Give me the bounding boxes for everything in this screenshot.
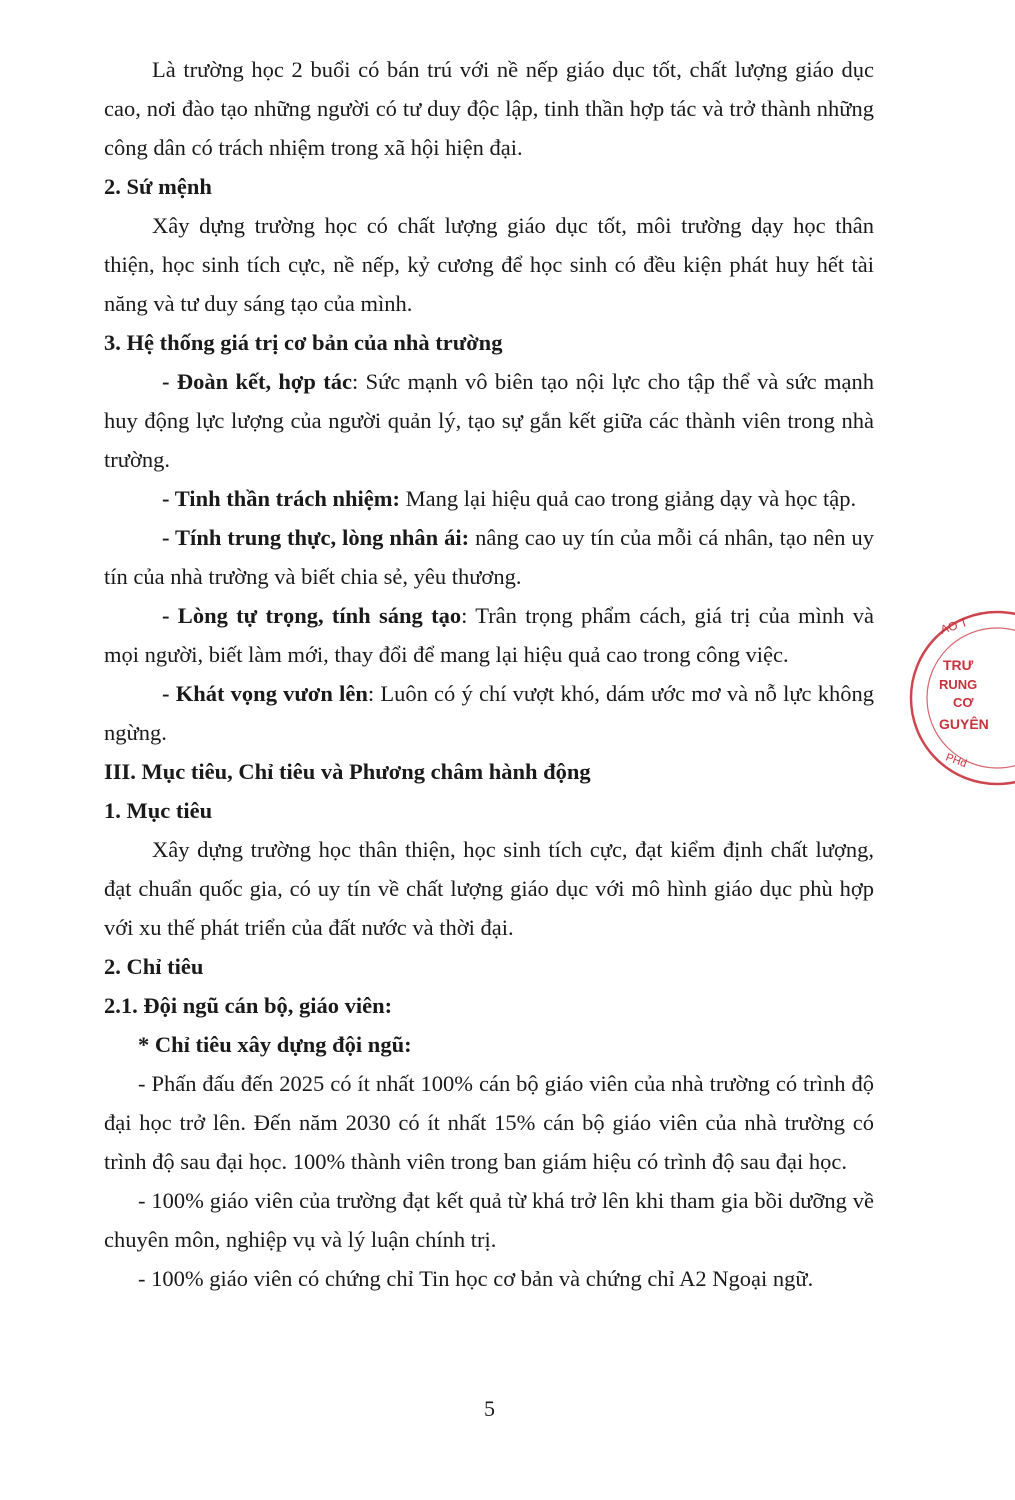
- value-item-responsibility: [104, 479, 874, 518]
- value-label: - Khát vọng vươn lên: [162, 681, 368, 706]
- target-heading: 2. Chỉ tiêu: [104, 954, 204, 979]
- value-text: nâng cao uy tín của mỗi cá nhân, tạo nên uy tín của nhà trường và biết chia sẻ, yêu thương.: [104, 525, 875, 589]
- value-text: : Sức mạnh vô biên tạo nội lực cho tập thể và sức mạnh huy động lực lượng của người quản lý, tạo sự gắn kết giữa các thành viên trong nhà trường.: [104, 369, 874, 472]
- staff-item: - 100% giáo viên của trường đạt kết quả từ khá trở lên khi tham gia bồi dưỡng về chuyên môn, nghiệp vụ và lý luận chính trị.: [104, 1188, 874, 1252]
- stamp-text: GUYÊN: [939, 716, 989, 732]
- stamp-text: CƠ: [953, 695, 974, 710]
- stamp-text: AO T: [938, 614, 970, 637]
- value-item-solidarity: [104, 362, 874, 479]
- value-label: - Tính trung thực, lòng nhân ái:: [162, 525, 470, 550]
- value-label: - Đoàn kết, hợp tác: [162, 369, 352, 394]
- goal-heading: 1. Mục tiêu: [104, 798, 213, 823]
- stamp-text: TRƯ: [943, 657, 974, 673]
- stamp-text: PHd: [943, 751, 969, 771]
- value-item-aspiration: [104, 674, 874, 752]
- staff-heading: 2.1. Đội ngũ cán bộ, giáo viên:: [104, 993, 393, 1018]
- staff-item: - Phấn đấu đến 2025 có ít nhất 100% cán bộ giáo viên của nhà trường có trình độ đại học trở lên. Đến năm 2030 có ít nhất 15% cán bộ giáo viên của nhà trường có trình độ sau đại học. 100% thành viên trong ban giám hiệu có trình độ sau đại học.: [104, 1071, 874, 1174]
- official-stamp: [905, 608, 1015, 788]
- section-iii-heading: III. Mục tiêu, Chỉ tiêu và Phương châm hành động: [104, 759, 591, 784]
- stamp-text: RUNG: [939, 677, 978, 692]
- values-heading: 3. Hệ thống giá trị cơ bản của nhà trường: [104, 330, 503, 355]
- value-text: : Trân trọng phẩm cách, giá trị của mình và mọi người, biết làm mới, thay đổi để mang lại hiệu quả cao trong công việc.: [104, 603, 874, 667]
- page-content: [104, 50, 874, 1298]
- value-item-self-respect: [104, 596, 874, 674]
- value-text: : Luôn có ý chí vượt khó, dám ước mơ và nỗ lực không ngừng.: [104, 681, 874, 745]
- staff-item: - 100% giáo viên có chứng chỉ Tin học cơ bản và chứng chỉ A2 Ngoại ngữ.: [138, 1266, 814, 1291]
- value-item-honesty: [104, 518, 874, 596]
- value-text: Mang lại hiệu quả cao trong giảng dạy và học tập.: [399, 486, 857, 511]
- page-number: 5: [484, 1396, 495, 1421]
- goal-paragraph: Xây dựng trường học thân thiện, học sinh tích cực, đạt kiểm định chất lượng, đạt chuẩn quốc gia, có uy tín về chất lượng giáo dục với mô hình giáo dục phù hợp với xu thế phát triển của đất nước và thời đại.: [104, 837, 874, 940]
- value-label: - Lòng tự trọng, tính sáng tạo: [162, 603, 462, 628]
- vision-paragraph: Là trường học 2 buổi có bán trú với nề nếp giáo dục tốt, chất lượng giáo dục cao, nơi đào tạo những người có tư duy độc lập, tinh thần hợp tác và trở thành những công dân có trách nhiệm trong xã hội hiện đại.: [104, 57, 874, 160]
- mission-paragraph: Xây dựng trường học có chất lượng giáo dục tốt, môi trường dạy học thân thiện, học sinh tích cực, nề nếp, kỷ cương để học sinh có đều kiện phát huy hết tài năng và tư duy sáng tạo của mình.: [104, 213, 874, 316]
- staff-subheading: * Chỉ tiêu xây dựng đội ngũ:: [138, 1032, 412, 1057]
- mission-heading: 2. Sứ mệnh: [104, 174, 212, 199]
- value-label: - Tinh thần trách nhiệm:: [162, 486, 400, 511]
